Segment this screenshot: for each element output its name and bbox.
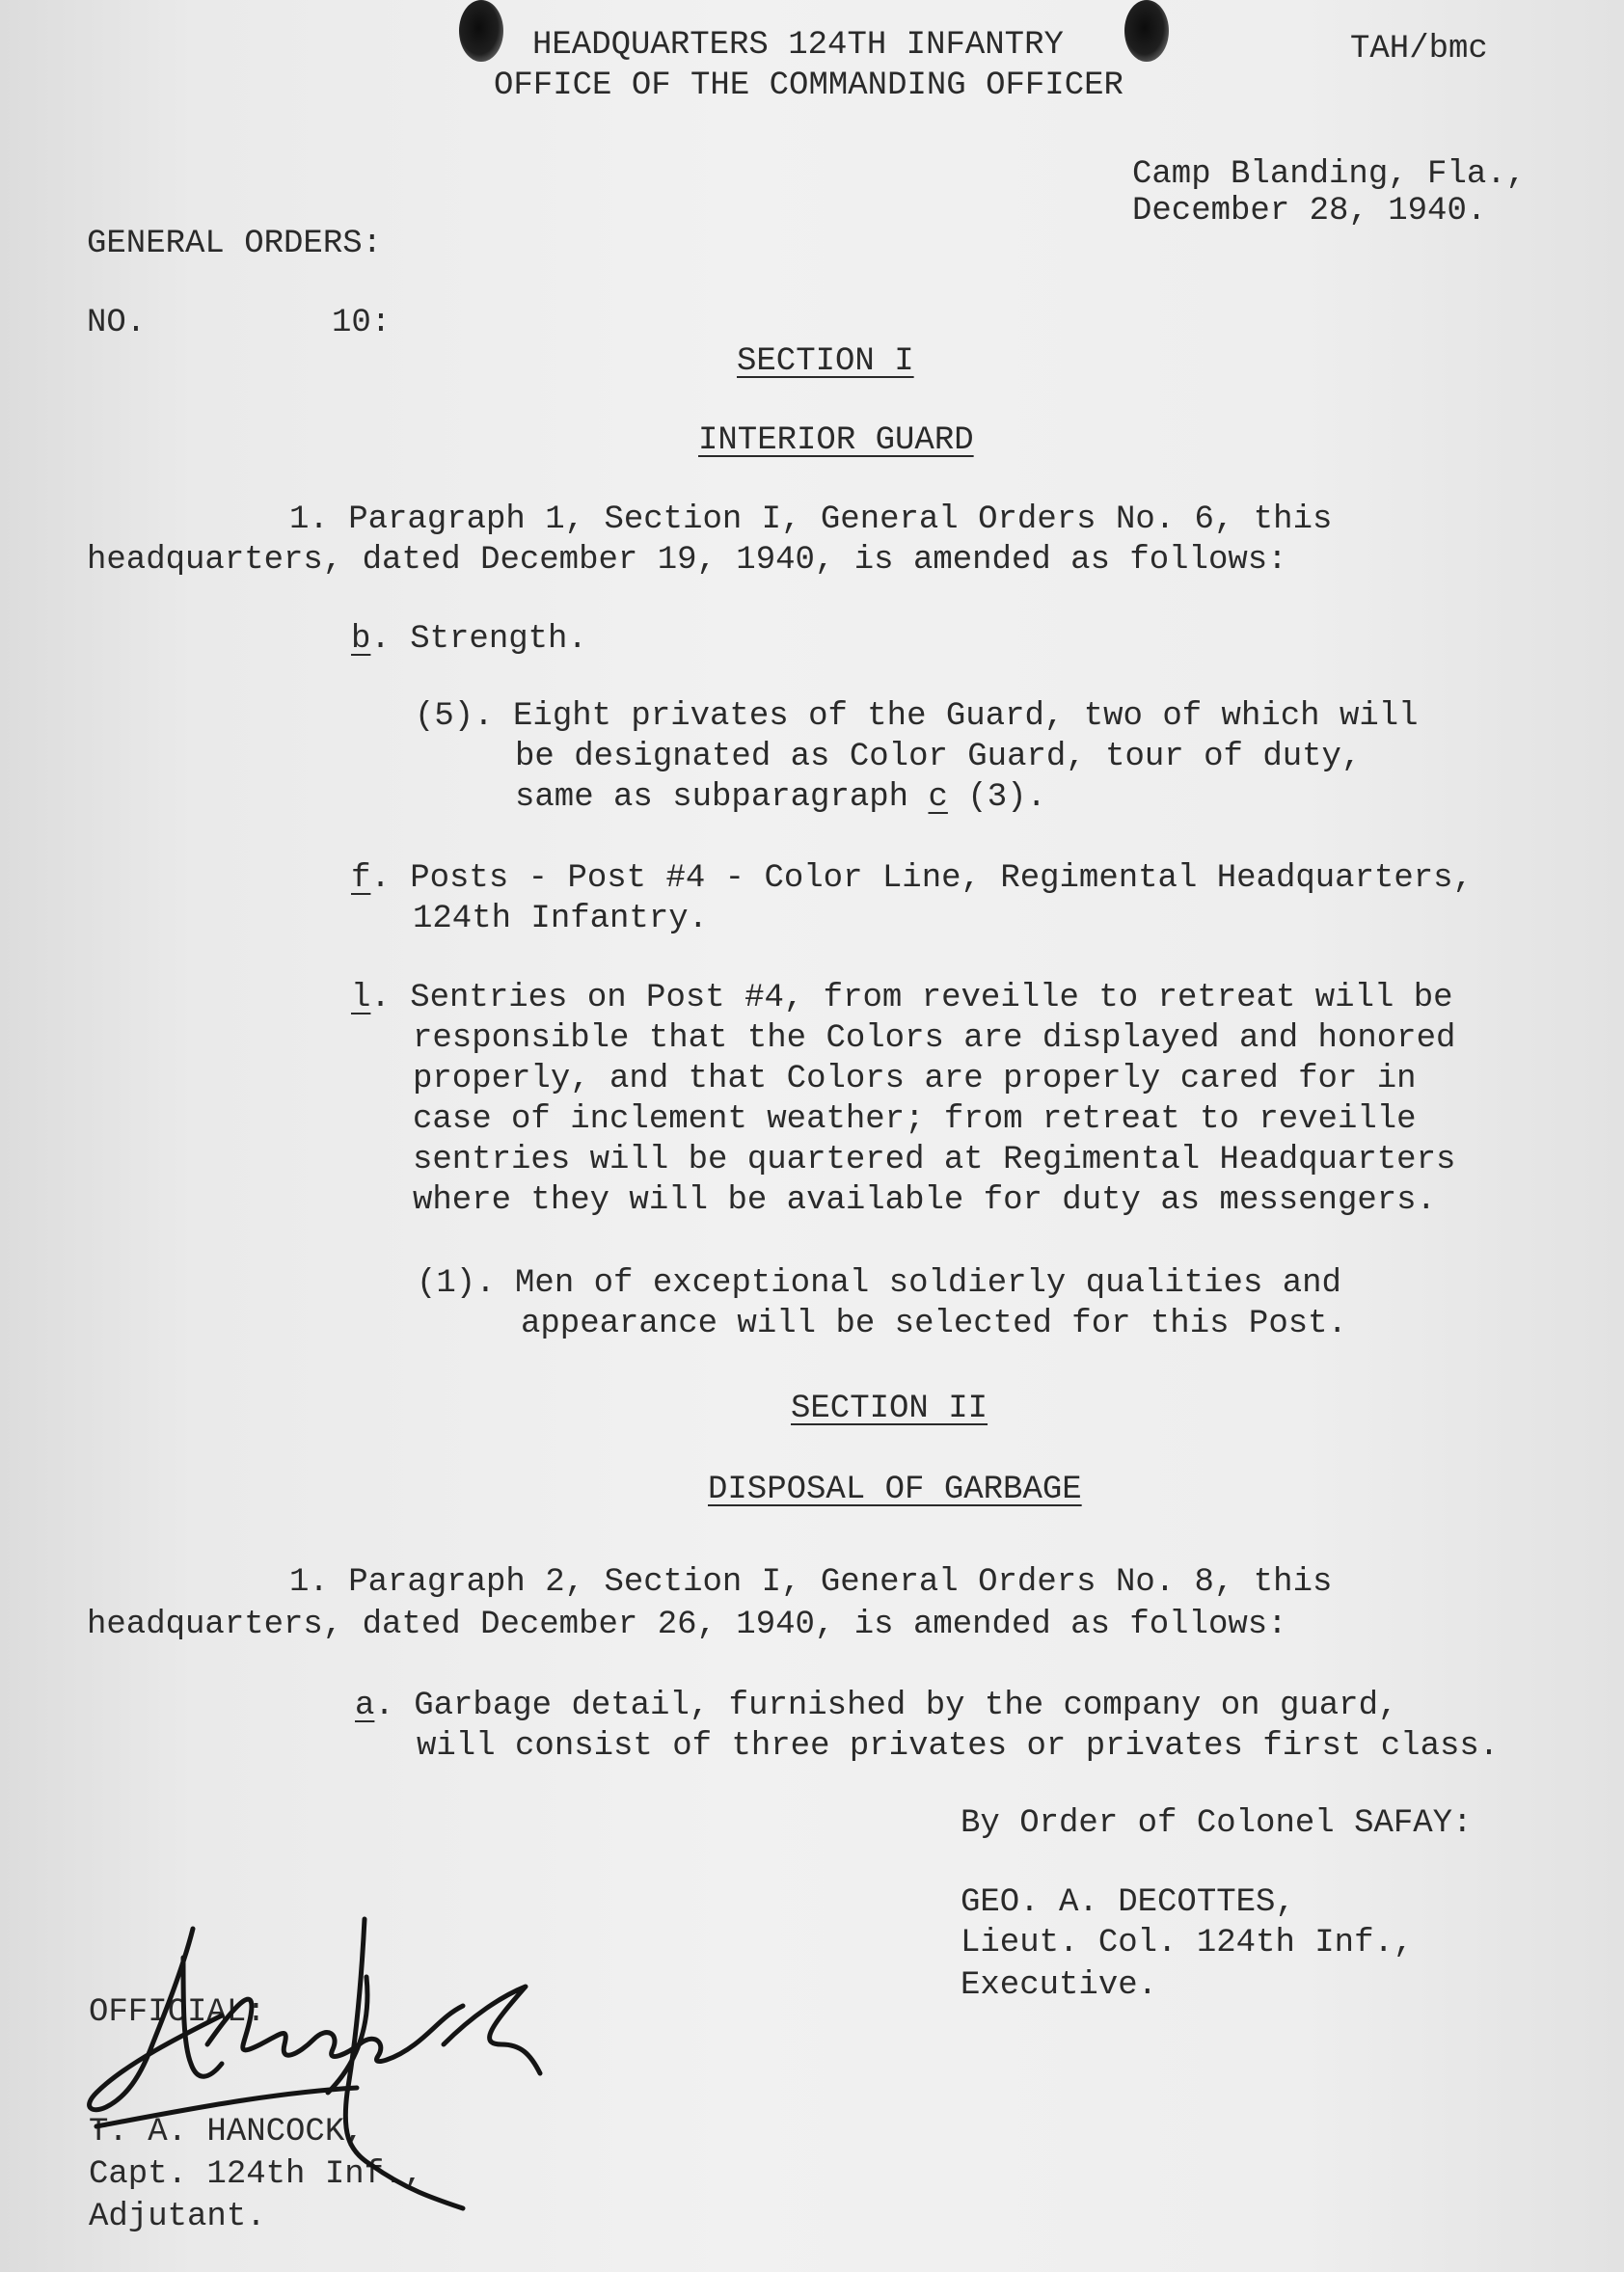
item-b5-ref-letter: c xyxy=(928,779,948,816)
section-2-para-1-line-1: 1. Paragraph 2, Section I, General Orders No. 8, this xyxy=(289,1564,1333,1601)
section-1-para-1-line-2: headquarters, dated December 19, 1940, is amended as follows: xyxy=(87,542,1287,579)
item-l-line-2: responsible that the Colors are displayed and honored xyxy=(413,1020,1456,1057)
official-role: Adjutant. xyxy=(89,2199,266,2235)
item-a-letter: a xyxy=(355,1688,375,1724)
item-b xyxy=(351,619,587,660)
item-b5-line-3-start: same as subparagraph xyxy=(515,779,929,816)
order-number-label: NO. xyxy=(87,305,147,341)
section-1-para-1-line-1: 1. Paragraph 1, Section I, General Orders No. 6, this xyxy=(289,501,1333,538)
item-l-text: . Sentries on Post #4, from reveille to retreat will be xyxy=(370,980,1453,1016)
item-f-letter: f xyxy=(351,860,371,897)
item-l-letter: l xyxy=(351,980,371,1016)
item-b-text: . Strength. xyxy=(370,621,587,658)
item-l-line-6: where they will be available for duty as messengers. xyxy=(413,1182,1436,1219)
item-l-line-5: sentries will be quartered at Regimental Headquarters xyxy=(413,1142,1456,1178)
official-rank: Capt. 124th Inf., xyxy=(89,2156,423,2193)
section-1-subtitle: INTERIOR GUARD xyxy=(698,422,974,459)
item-b5-line-3-end: (3). xyxy=(947,779,1046,816)
official-label: OFFICIAL: xyxy=(89,1994,266,2031)
item-f-line-1 xyxy=(351,858,1473,899)
section-2-title: SECTION II xyxy=(791,1391,988,1427)
item-l-line-4: case of inclement weather; from retreat to reveille xyxy=(413,1101,1417,1138)
header-line-2: OFFICE OF THE COMMANDING OFFICER xyxy=(494,68,1123,104)
reference-initials: TAH/bmc xyxy=(1350,31,1488,68)
item-b-letter: b xyxy=(351,621,371,658)
item-l1-line-1: (1). Men of exceptional soldierly qualities and xyxy=(417,1265,1341,1302)
order-number-value: 10: xyxy=(332,305,392,341)
item-f-text: . Posts - Post #4 - Color Line, Regimental Headquarters, xyxy=(370,860,1473,897)
official-name: T. A. HANCOCK, xyxy=(89,2114,365,2150)
general-orders-label: GENERAL ORDERS: xyxy=(87,226,383,262)
item-l-line-3: properly, and that Colors are properly cared for in xyxy=(413,1061,1417,1097)
item-b5-line-2: be designated as Color Guard, tour of duty, xyxy=(515,739,1362,775)
section-2-para-1-line-2: headquarters, dated December 26, 1940, is amended as follows: xyxy=(87,1607,1287,1643)
date-line: December 28, 1940. xyxy=(1132,193,1487,230)
item-b5-line-3 xyxy=(515,777,1046,818)
item-a-line-1 xyxy=(355,1686,1397,1726)
place-line: Camp Blanding, Fla., xyxy=(1132,156,1527,193)
section-1-title: SECTION I xyxy=(737,343,914,380)
by-order-line: By Order of Colonel SAFAY: xyxy=(961,1805,1473,1842)
section-2-subtitle: DISPOSAL OF GARBAGE xyxy=(708,1472,1082,1508)
item-l1-line-2: appearance will be selected for this Post. xyxy=(521,1306,1347,1342)
item-a-text: . Garbage detail, furnished by the company on guard, xyxy=(374,1688,1398,1724)
item-f-line-2: 124th Infantry. xyxy=(413,901,709,937)
closing-name: GEO. A. DECOTTES, xyxy=(961,1884,1295,1921)
header-line-1: HEADQUARTERS 124TH INFANTRY xyxy=(532,27,1064,64)
punch-hole-left xyxy=(459,0,503,62)
item-b5-line-1: (5). Eight privates of the Guard, two of which will xyxy=(415,698,1419,735)
signature xyxy=(39,1900,579,2218)
item-l-line-1 xyxy=(351,978,1453,1018)
punch-hole-right xyxy=(1124,0,1169,62)
closing-rank: Lieut. Col. 124th Inf., xyxy=(961,1925,1414,1961)
item-a-line-2: will consist of three privates or privates first class. xyxy=(417,1728,1500,1765)
closing-role: Executive. xyxy=(961,1967,1158,2004)
